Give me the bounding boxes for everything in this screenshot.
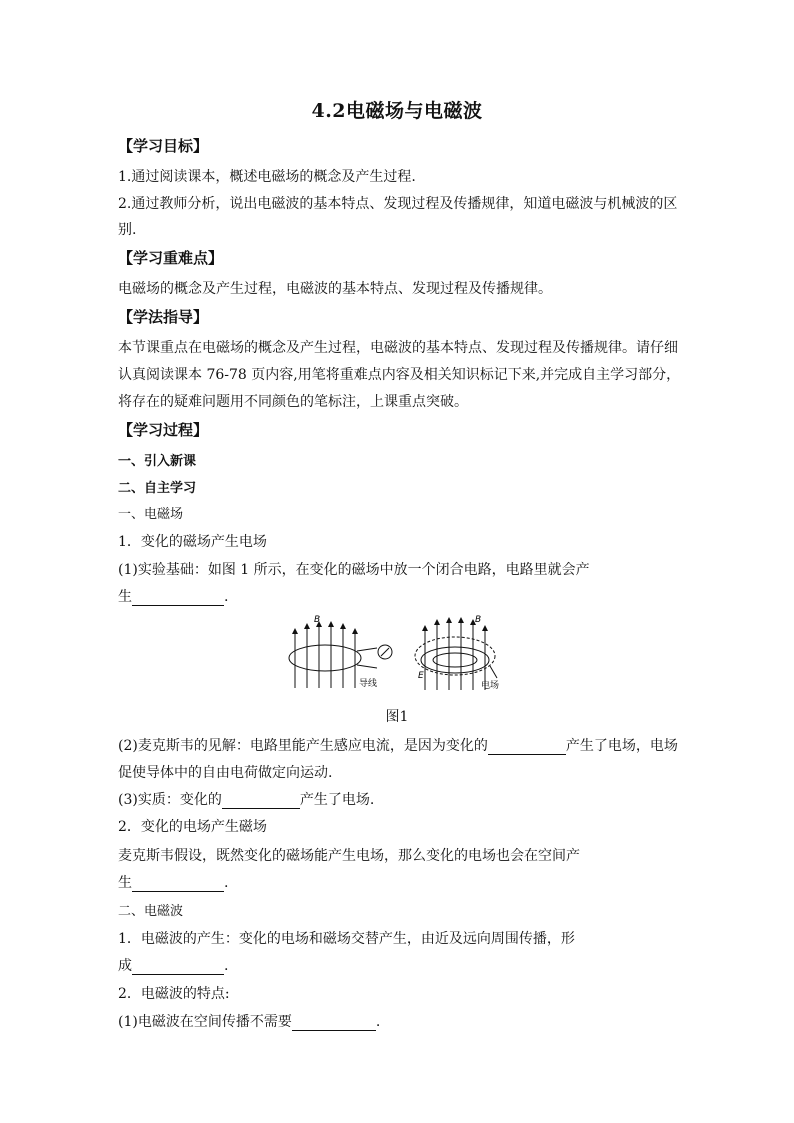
objective-1: 1.通过阅读课本，概述电磁场的概念及产生过程. [118,169,416,185]
figure-1-diagram [285,608,515,698]
wave-generation-line-2 [118,955,688,975]
point-1-title: 1．变化的磁场产生电场 [118,534,267,550]
right-ring-diagram [415,620,500,691]
maxwell-line-2: 促使导体中的自由电荷做定向运动. [118,765,333,781]
experiment-line-2 [118,586,688,606]
fill-blank[interactable] [292,1015,376,1031]
point-2-title: 2．变化的电场产生磁场 [118,819,267,835]
blank-period: . [375,1014,381,1030]
method-line-2: 认真阅读课本 76-78 页内容,用笔将重难点内容及相关知识标记下来,并完成自主学习部分， [118,367,681,383]
subsection-em-field: 一、电磁场 [118,507,184,522]
section-keypoints: 【学习重难点】 [118,249,224,267]
section-process: 【学习过程】 [118,421,209,439]
section-objectives: 【学习目标】 [118,137,209,155]
wave-feature-1 [118,1011,688,1031]
essence-text-1: (3)实质：变化的 [118,792,222,808]
wave-feature-1-text: (1)电磁波在空间传播不需要 [118,1014,292,1030]
blank-period: . [224,589,229,605]
fill-blank[interactable] [132,959,224,975]
subsection-em-wave: 二、电磁波 [118,904,184,919]
fill-blank[interactable] [132,876,224,892]
blank-period: . [224,958,229,974]
maxwell-hypothesis-line-2 [118,872,688,892]
label-b-right: B [475,615,482,625]
fill-blank[interactable] [222,793,300,809]
wave-generation-line-1: 1．电磁波的产生：变化的电场和磁场交替产生，由近及远向周围传播，形 [118,931,575,947]
objective-2-line-2: 别. [118,222,137,238]
essence-line [118,789,688,809]
hypothesis-text: 生 [118,875,132,891]
essence-text-2: 产生了电场. [299,792,375,808]
objective-2-line-1: 2.通过教师分析，说出电磁波的基本特点、发现过程及传播规律，知道电磁波与机械波的区 [118,196,678,212]
experiment-line-1: (1)实验基础：如图 1 所示，在变化的磁场中放一个闭合电路，电路里就会产 [118,562,590,578]
maxwell-hypothesis-line-1: 麦克斯韦假设，既然变化的磁场能产生电场，那么变化的电场也会在空间产 [118,848,580,864]
blank-period: . [224,875,229,891]
fill-blank[interactable] [132,590,224,606]
label-e: E [418,671,424,681]
maxwell-line-1 [118,735,688,755]
method-line-1: 本节课重点在电磁场的概念及产生过程，电磁波的基本特点、发现过程及传播规律。请仔细 [118,340,678,356]
label-electric-field: 电场 [481,681,500,691]
maxwell-text-1: (2)麦克斯韦的见解：电路里能产生感应电流，是因为变化的 [118,738,488,754]
section-method: 【学法指导】 [118,308,209,326]
method-line-3: 将存在的疑难问题用不同颜色的笔标注，上课重点突破。 [118,394,468,410]
label-b-left: B [314,615,321,625]
fill-blank[interactable] [488,739,566,755]
wave-features-title: 2．电磁波的特点: [118,986,230,1002]
part-2-heading: 二、自主学习 [118,481,197,496]
page-title: 4.2电磁场与电磁波 [311,100,483,122]
wave-generation-text: 成 [118,958,132,974]
keypoints-text: 电磁场的概念及产生过程，电磁波的基本特点、发现过程及传播规律。 [118,281,552,297]
experiment-text: 生 [118,589,132,605]
part-1-heading: 一、引入新课 [118,454,197,469]
label-wire: 导线 [359,679,378,689]
maxwell-text-2: 产生了电场，电场 [565,738,678,754]
figure-caption: 图1 [385,709,409,725]
